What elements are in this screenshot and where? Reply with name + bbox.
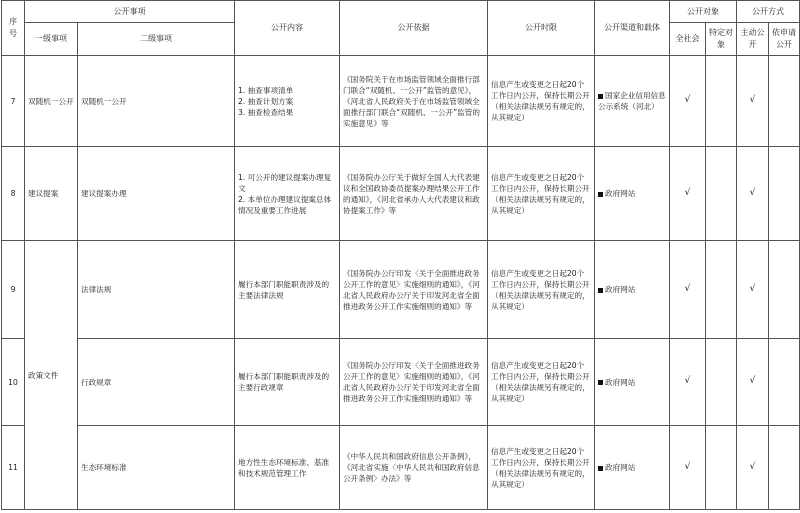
row-target-specific bbox=[706, 56, 737, 147]
header-target-all: 全社会 bbox=[670, 23, 706, 56]
row-time-limit: 信息产生或变更之日起20个工作日内公开，保持长期公开（相关法律法规另有规定的，从其规定） bbox=[488, 241, 595, 339]
row-basis: 《国务院办公厅印发〈关于全面推进政务公开工作的意见〉实施细则的通知》，《河北省人民政府办公厅关于印发河北省全面推进政务公开工作实施细则的通知》等 bbox=[340, 241, 488, 339]
row-method-active: √ bbox=[737, 339, 769, 426]
disclosure-table bbox=[1, 0, 800, 510]
row-seq: 11 bbox=[2, 426, 25, 510]
row-channel bbox=[595, 147, 670, 241]
row-time-limit: 信息产生或变更之日起20个工作日内公开，保持长期公开（相关法律法规另有规定的，从其规定） bbox=[488, 56, 595, 147]
row-level1: 政策文件 bbox=[25, 241, 78, 510]
row-level2: 双随机一公开 bbox=[78, 56, 235, 147]
header-basis: 公开依据 bbox=[340, 1, 488, 56]
header-content: 公开内容 bbox=[235, 1, 340, 56]
row-method-request bbox=[769, 241, 800, 339]
row-target-all: √ bbox=[670, 339, 706, 426]
row-seq: 10 bbox=[2, 339, 25, 426]
square-bullet-icon bbox=[598, 192, 603, 197]
row-content: 1. 可公开的建议提案办理复文 2. 本单位办理建议提案总体情况及重要工作进展 bbox=[235, 147, 340, 241]
row-channel-text: 政府网站 bbox=[605, 377, 636, 387]
header-time-limit: 公开时限 bbox=[488, 1, 595, 56]
table-row bbox=[2, 339, 800, 426]
row-time-limit: 信息产生或变更之日起20个工作日内公开，保持长期公开（相关法律法规另有规定的，从其规定） bbox=[488, 147, 595, 241]
square-bullet-icon bbox=[598, 94, 603, 99]
table-row bbox=[2, 147, 800, 241]
row-level2: 建议提案办理 bbox=[78, 147, 235, 241]
row-basis: 《国务院关于在市场监管领域全面推行部门联合“双随机、一公开”监管的意见》，《河北省人民政府关于在市场监管领域全面推行部门联合“双随机、一公开”监管的实施意见》等 bbox=[340, 56, 488, 147]
row-level2: 行政规章 bbox=[78, 339, 235, 426]
row-level1: 建议提案 bbox=[25, 147, 78, 241]
row-seq: 7 bbox=[2, 56, 25, 147]
square-bullet-icon bbox=[598, 380, 603, 385]
square-bullet-icon bbox=[598, 466, 603, 471]
row-target-specific bbox=[706, 339, 737, 426]
row-channel bbox=[595, 56, 670, 147]
row-basis: 《中华人民共和国政府信息公开条例》，《河北省实施〈中华人民共和国政府信息公开条例〉办法》等 bbox=[340, 426, 488, 510]
row-method-active: √ bbox=[737, 147, 769, 241]
row-basis: 《国务院办公厅关于做好全国人大代表建议和全国政协委员提案办理结果公开工作的通知》，《河北省承办人大代表建议和政协提案工作》等 bbox=[340, 147, 488, 241]
header-public-items: 公开事项 bbox=[25, 1, 235, 23]
row-method-request bbox=[769, 426, 800, 510]
header-method-active: 主动公开 bbox=[737, 23, 769, 56]
row-target-all: √ bbox=[670, 56, 706, 147]
row-level2: 生态环境标准 bbox=[78, 426, 235, 510]
row-method-active: √ bbox=[737, 426, 769, 510]
header-method: 公开方式 bbox=[737, 1, 800, 23]
row-channel bbox=[595, 339, 670, 426]
row-content: 1. 抽查事项清单 2. 抽查计划方案 3. 抽查检查结果 bbox=[235, 56, 340, 147]
row-channel bbox=[595, 426, 670, 510]
row-time-limit: 信息产生或变更之日起20个工作日内公开，保持长期公开（相关法律法规另有规定的，从其规定） bbox=[488, 339, 595, 426]
row-target-all: √ bbox=[670, 147, 706, 241]
row-content: 履行本部门职能职责涉及的主要行政规章 bbox=[235, 339, 340, 426]
row-seq: 9 bbox=[2, 241, 25, 339]
row-content: 履行本部门职能职责涉及的主要法律法规 bbox=[235, 241, 340, 339]
header-channel: 公开渠道和载体 bbox=[595, 1, 670, 56]
row-channel bbox=[595, 241, 670, 339]
row-target-all: √ bbox=[670, 241, 706, 339]
table-row bbox=[2, 56, 800, 147]
row-channel-text: 政府网站 bbox=[605, 463, 636, 472]
square-bullet-icon bbox=[598, 288, 603, 293]
row-target-specific bbox=[706, 147, 737, 241]
row-target-specific bbox=[706, 241, 737, 339]
header-level1: 一级事项 bbox=[25, 23, 78, 56]
header-seq: 序号 bbox=[2, 1, 25, 56]
row-channel-text: 政府网站 bbox=[605, 285, 636, 294]
row-basis: 《国务院办公厅印发〈关于全面推进政务公开工作的意见〉实施细则的通知》，《河北省人民政府办公厅关于印发河北省全面推进政务公开工作实施细则的通知》等 bbox=[340, 339, 488, 426]
row-content: 地方性生态环境标准、基准和技术规范管理工作 bbox=[235, 426, 340, 510]
table-row bbox=[2, 426, 800, 510]
row-method-request bbox=[769, 147, 800, 241]
header-target-specific: 特定对象 bbox=[706, 23, 737, 56]
row-method-active: √ bbox=[737, 241, 769, 339]
row-method-active: √ bbox=[737, 56, 769, 147]
row-target-all: √ bbox=[670, 426, 706, 510]
header-level2: 二级事项 bbox=[78, 23, 235, 56]
row-time-limit: 信息产生或变更之日起20个工作日内公开，保持长期公开（相关法律法规另有规定的，从其规定） bbox=[488, 426, 595, 510]
row-method-request bbox=[769, 339, 800, 426]
table-row bbox=[2, 241, 800, 339]
row-level2: 法律法规 bbox=[78, 241, 235, 339]
header-method-request: 依申请公开 bbox=[769, 23, 800, 56]
row-target-specific bbox=[706, 426, 737, 510]
row-channel-text: 政府网站 bbox=[605, 189, 636, 198]
row-level1: 双随机一公开 bbox=[25, 56, 78, 147]
row-channel-text: 国家企业信用信息公示系统（河北） bbox=[598, 91, 666, 111]
row-seq: 8 bbox=[2, 147, 25, 241]
header-target: 公开对象 bbox=[670, 1, 737, 23]
row-method-request bbox=[769, 56, 800, 147]
